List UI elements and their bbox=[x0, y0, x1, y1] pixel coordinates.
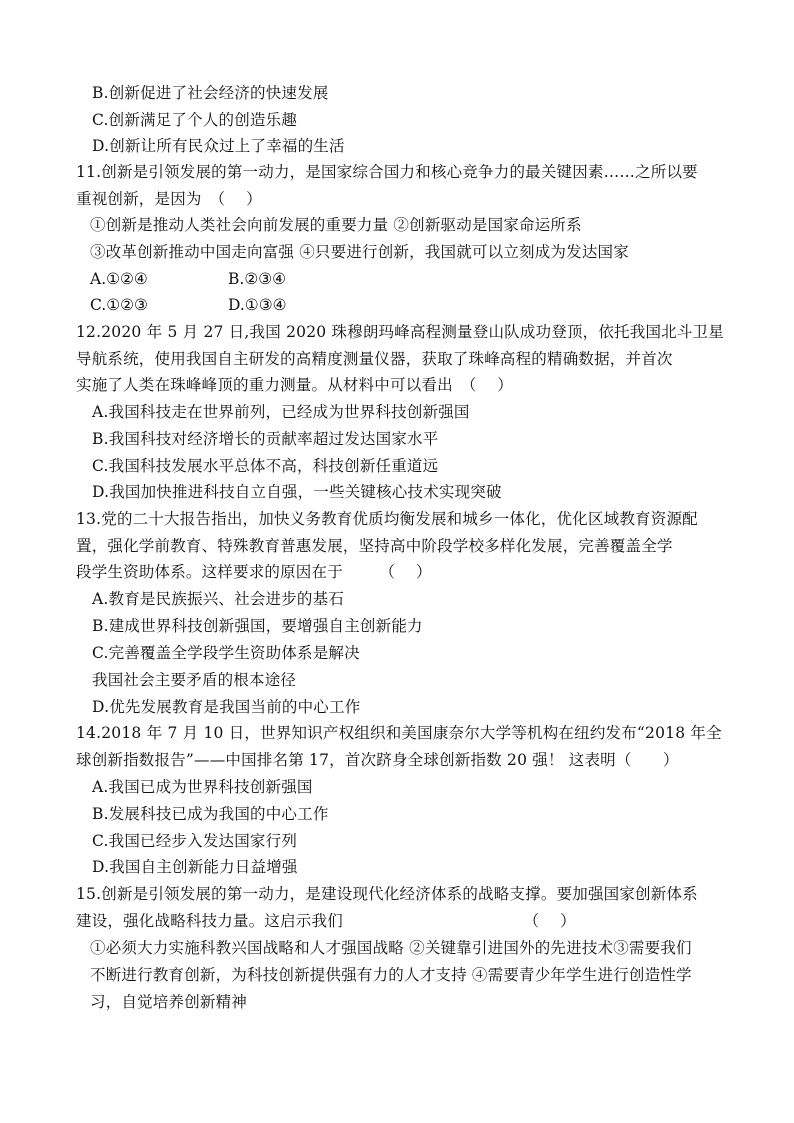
q14-stem-line-1: 14.2018 年 7 月 10 日，世界知识产权组织和美国康奈尔大学等机构在纽约发布“2018 年全 bbox=[76, 724, 722, 742]
q11-items-line-1: ①创新是推动人类社会向前发展的重要力量 ②创新驱动是国家命运所系 bbox=[90, 216, 582, 234]
q14-option-b: B.发展科技已成为我国的中心工作 bbox=[92, 805, 329, 823]
q13-option-d: D.优先发展教育是我国当前的中心工作 bbox=[92, 698, 361, 716]
q12-option-b: B.我国科技对经济增长的贡献率超过发达国家水平 bbox=[92, 430, 439, 448]
q11-items-line-2: ③改革创新推动中国走向富强 ④只要进行创新，我国就可以立刻成为发达国家 bbox=[90, 243, 629, 261]
q12-option-a: A.我国科技走在世界前列，已经成为世界科技创新强国 bbox=[92, 403, 470, 421]
q13-option-c-line-1: C.完善覆盖全学段学生资助体系是解决 bbox=[92, 644, 360, 662]
q14-option-d: D.我国自主创新能力日益增强 bbox=[92, 858, 298, 876]
q12-option-c: C.我国科技发展水平总体不高，科技创新任重道远 bbox=[92, 457, 439, 475]
q11-options-row-1 bbox=[90, 269, 390, 289]
q13-option-b: B.建成世界科技创新强国，要增强自主创新能力 bbox=[92, 617, 423, 635]
q13-option-c-line-2: 我国社会主要矛盾的根本途径 bbox=[92, 671, 297, 689]
q12-stem-line-3: 实施了人类在珠峰峰顶的重力测量。从材料中可以看出 （ ） bbox=[76, 376, 513, 394]
q13-stem-line-2: 置，强化学前教育、特殊教育普惠发展，坚持高中阶段学校多样化发展，完善覆盖全学 bbox=[76, 537, 673, 555]
q15-stem-line-2: 建设，强化战略科技力量。这启示我们 （ ） bbox=[76, 912, 576, 930]
q15-stem-line-1: 15.创新是引领发展的第一动力，是建设现代化经济体系的战略支撑。要加强国家创新体系 bbox=[76, 885, 698, 903]
q12-stem-line-2: 导航系统，使用我国自主研发的高精度测量仪器，获取了珠峰高程的精确数据，并首次 bbox=[76, 350, 673, 368]
q10-option-b: B.创新促进了社会经济的快速发展 bbox=[92, 84, 329, 102]
q13-stem-line-1: 13.党的二十大报告指出，加快义务教育优质均衡发展和城乡一体化，优化区域教育资源配 bbox=[76, 510, 698, 528]
q13-option-a: A.教育是民族振兴、社会进步的基石 bbox=[92, 590, 345, 608]
q11-option-a: A.①②④ bbox=[90, 270, 148, 288]
q10-option-d: D.创新让所有民众过上了幸福的生活 bbox=[92, 137, 345, 155]
q14-stem-line-2: 球创新指数报告”——中国排名第 17，首次跻身全球创新指数 20 强！ 这表明（ ） bbox=[76, 751, 679, 769]
q15-items-line-3: 习，自觉培养创新精神 bbox=[90, 993, 248, 1011]
q13-stem-line-3: 段学生资助体系。这样要求的原因在于 （ ） bbox=[76, 563, 432, 581]
q15-items-line-2: 不断进行教育创新，为科技创新提供强有力的人才支持 ④需要青少年学生进行创造性学 bbox=[90, 966, 692, 984]
q11-option-c: C.①②③ bbox=[90, 296, 148, 314]
q14-option-c: C.我国已经步入发达国家行列 bbox=[92, 832, 298, 850]
q12-stem-line-1: 12.2020 年 5 月 27 日,我国 2020 珠穆朗玛峰高程测量登山队成功登顶，依托我国北斗卫星 bbox=[76, 323, 724, 341]
q10-option-c: C.创新满足了个人的创造乐趣 bbox=[92, 111, 298, 129]
q11-stem-line-1: 11.创新是引领发展的第一动力，是国家综合国力和核心竞争力的最关键因素……之所以要 bbox=[76, 163, 698, 181]
q11-stem-line-2: 重视创新，是因为 （ ） bbox=[76, 190, 262, 208]
q11-options-row-2 bbox=[90, 295, 390, 315]
q11-option-d: D.①③④ bbox=[228, 296, 287, 314]
q15-items-line-1: ①必须大力实施科教兴国战略和人才强国战略 ②关键靠引进国外的先进技术③需要我们 bbox=[90, 939, 692, 957]
q14-option-a: A.我国已成为世界科技创新强国 bbox=[92, 778, 313, 796]
q12-option-d: D.我国加快推进科技自立自强，一些关键核心技术实现突破 bbox=[92, 483, 502, 501]
q11-option-b: B.②③④ bbox=[228, 270, 287, 288]
